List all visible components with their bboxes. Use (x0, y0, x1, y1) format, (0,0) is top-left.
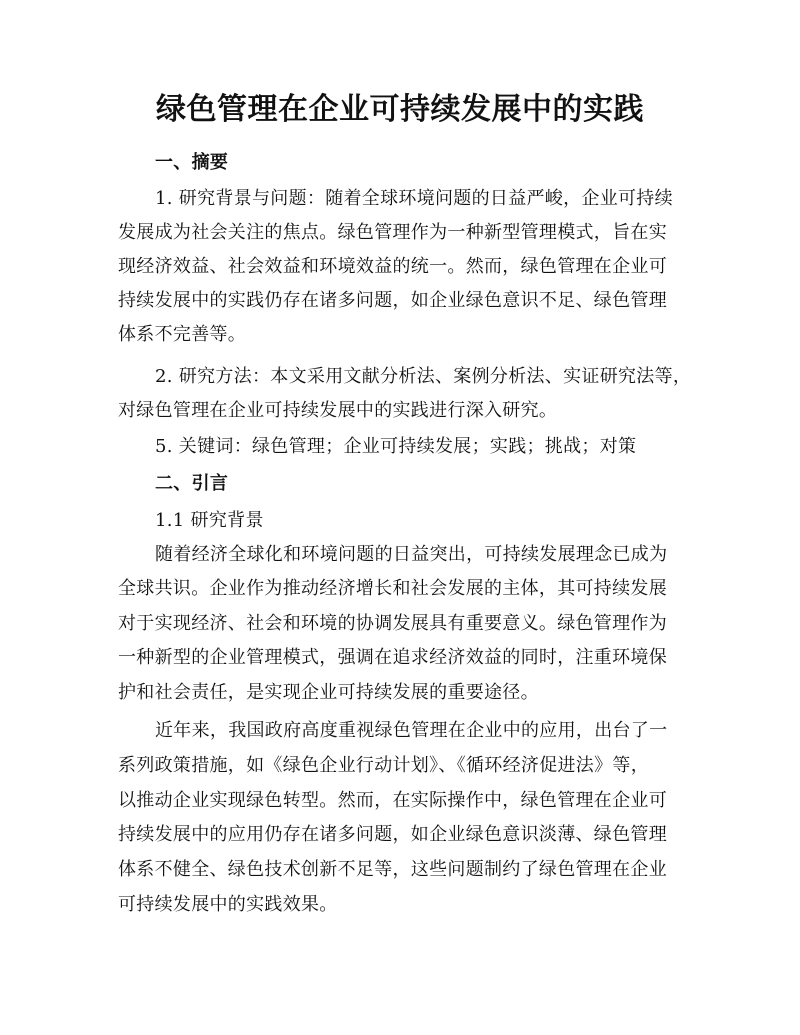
paragraph-line: 可持续发展中的实践效果。 (118, 894, 338, 915)
paragraph-line: 发展成为社会关注的焦点。绿色管理作为一种新型管理模式，旨在实 (118, 222, 667, 243)
paragraph-line: 持续发展中的实践仍存在诸多问题，如企业绿色意识不足、绿色管理 (118, 290, 667, 311)
subsection-heading-background: 1.1 研究背景 (155, 510, 264, 531)
paragraph-line: 系列政策措施，如《绿色企业行动计划》、《循环经济促进法》等， (118, 755, 649, 776)
paragraph-line: 2. 研究方法：本文采用文献分析法、案例分析法、实证研究法等， (155, 366, 692, 387)
keywords-line: 5. 关键词：绿色管理；企业可持续发展；实践；挑战；对策 (155, 436, 637, 457)
paragraph-line: 持续发展中的应用仍存在诸多问题，如企业绿色意识淡薄、绿色管理 (118, 824, 667, 845)
paragraph-line: 现经济效益、社会效益和环境效益的统一。然而，绿色管理在企业可 (118, 256, 667, 277)
document-title: 绿色管理在企业可持续发展中的实践 (156, 92, 644, 127)
section-heading-introduction: 二、引言 (155, 473, 229, 494)
paragraph-line: 以推动企业实现绿色转型。然而，在实际操作中，绿色管理在企业可 (118, 790, 667, 811)
paragraph-line: 1. 研究背景与问题：随着全球环境问题的日益严峻，企业可持续 (155, 188, 673, 209)
paragraph-line: 体系不完善等。 (118, 324, 247, 345)
paragraph-line: 护和社会责任，是实现企业可持续发展的重要途径。 (118, 682, 539, 703)
paragraph-line: 一种新型的企业管理模式，强调在追求经济效益的同时，注重环境保 (118, 647, 667, 668)
paragraph-line: 体系不健全、绿色技术创新不足等，这些问题制约了绿色管理在企业 (118, 859, 667, 880)
paragraph-line: 近年来，我国政府高度重视绿色管理在企业中的应用，出台了一 (155, 720, 668, 741)
paragraph-line: 对绿色管理在企业可持续发展中的实践进行深入研究。 (118, 400, 558, 421)
paragraph-line: 对于实现经济、社会和环境的协调发展具有重要意义。绿色管理作为 (118, 613, 667, 634)
paragraph-line: 全球共识。企业作为推动经济增长和社会发展的主体，其可持续发展 (118, 578, 667, 599)
section-heading-abstract: 一、摘要 (155, 152, 229, 173)
paragraph-line: 随着经济全球化和环境问题的日益突出，可持续发展理念已成为 (155, 544, 668, 565)
